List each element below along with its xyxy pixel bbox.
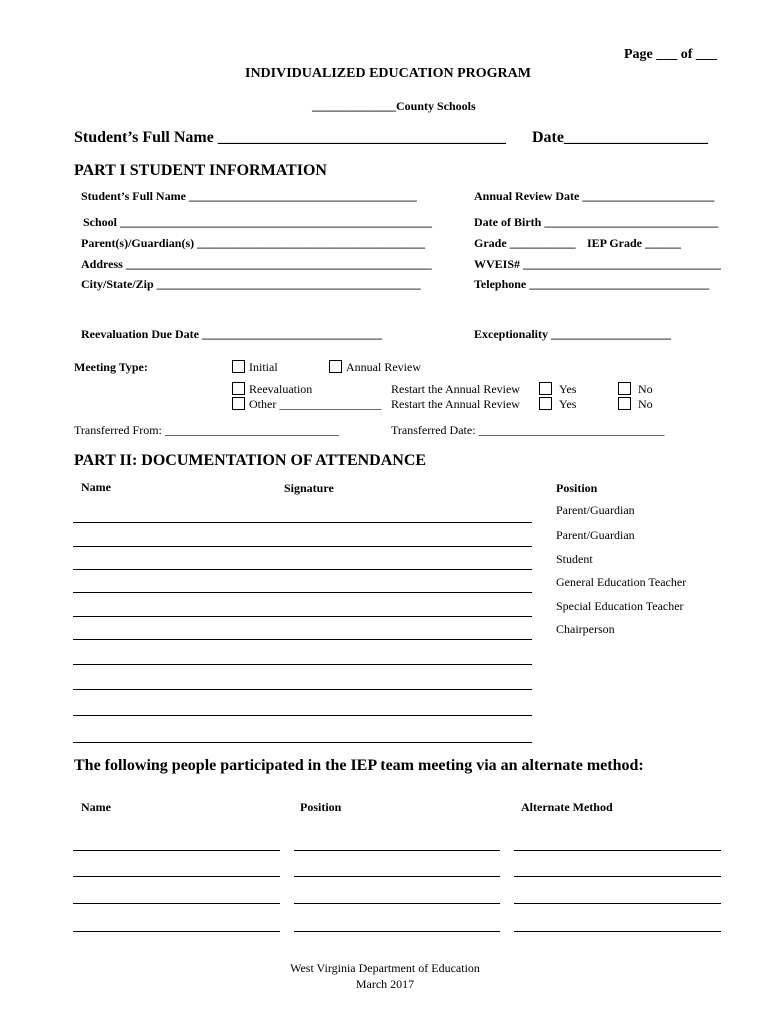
annual-review-label: Annual Review bbox=[346, 360, 421, 374]
alt-name-line-3[interactable] bbox=[73, 903, 280, 904]
footer-organization: West Virginia Department of Education bbox=[290, 961, 480, 975]
date-of-birth-field[interactable]: Date of Birth _____________________________ bbox=[474, 215, 719, 229]
restart-annual-review-label-2: Restart the Annual Review bbox=[391, 397, 520, 411]
attendance-line-7[interactable] bbox=[73, 664, 532, 665]
student-full-name-header[interactable]: Student’s Full Name ____________________________________ bbox=[74, 129, 506, 146]
address-field[interactable]: Address ___________________________________________________ bbox=[81, 257, 432, 271]
transferred-from-field[interactable]: Transferred From: _____________________________ bbox=[74, 423, 339, 437]
alt-position-line-2[interactable] bbox=[294, 876, 500, 877]
no-label-2: No bbox=[638, 397, 653, 411]
telephone-field[interactable]: Telephone ______________________________ bbox=[474, 277, 710, 291]
reevaluation-label: Reevaluation bbox=[249, 382, 313, 396]
attendance-name-header: Name bbox=[81, 480, 111, 494]
other-checkbox[interactable] bbox=[232, 397, 245, 410]
alt-method-line-4[interactable] bbox=[514, 931, 721, 932]
attendance-line-9[interactable] bbox=[73, 715, 532, 716]
meeting-type-label: Meeting Type: bbox=[74, 360, 148, 374]
position-chairperson: Chairperson bbox=[556, 622, 615, 636]
position-student: Student bbox=[556, 552, 593, 566]
attendance-line-10[interactable] bbox=[73, 742, 532, 743]
attendance-signature-header: Signature bbox=[284, 481, 334, 495]
restart-yes-checkbox-1[interactable] bbox=[539, 382, 552, 395]
city-state-zip-field[interactable]: City/State/Zip ____________________________________________ bbox=[81, 277, 421, 291]
school-field[interactable]: School ____________________________________________________ bbox=[83, 215, 433, 229]
restart-no-checkbox-2[interactable] bbox=[618, 397, 631, 410]
alt-method-line-2[interactable] bbox=[514, 876, 721, 877]
alt-name-line-1[interactable] bbox=[73, 850, 280, 851]
restart-no-checkbox-1[interactable] bbox=[618, 382, 631, 395]
alt-position-line-3[interactable] bbox=[294, 903, 500, 904]
initial-label: Initial bbox=[249, 360, 278, 374]
no-label-1: No bbox=[638, 382, 653, 396]
other-label[interactable]: Other _________________ bbox=[249, 397, 382, 411]
alternate-name-header: Name bbox=[81, 800, 111, 814]
initial-checkbox[interactable] bbox=[232, 360, 245, 373]
iep-grade-field[interactable]: IEP Grade ______ bbox=[587, 236, 682, 250]
alt-position-line-4[interactable] bbox=[294, 931, 500, 932]
annual-review-date-field[interactable]: Annual Review Date ______________________ bbox=[474, 189, 715, 203]
form-title: INDIVIDUALIZED EDUCATION PROGRAM bbox=[245, 66, 531, 81]
grade-field[interactable]: Grade ___________ bbox=[474, 236, 576, 250]
student-name-field[interactable]: Student’s Full Name ______________________________________ bbox=[81, 189, 417, 203]
transferred-date-field[interactable]: Transferred Date: _______________________________ bbox=[391, 423, 665, 437]
attendance-position-header: Position bbox=[556, 481, 598, 495]
alternate-method-heading: The following people participated in the IEP team meeting via an alternate method: bbox=[74, 757, 644, 774]
alternate-position-header: Position bbox=[300, 800, 342, 814]
wveis-field[interactable]: WVEIS# _________________________________ bbox=[474, 257, 722, 271]
attendance-line-8[interactable] bbox=[73, 689, 532, 690]
page-number-label: Page ___ of ___ bbox=[624, 47, 717, 62]
part2-heading: PART II: DOCUMENTATION OF ATTENDANCE bbox=[74, 452, 427, 469]
reevaluation-due-date-field[interactable]: Reevaluation Due Date ______________________________ bbox=[81, 327, 382, 341]
attendance-line-3[interactable] bbox=[73, 569, 532, 570]
attendance-line-1[interactable] bbox=[73, 522, 532, 523]
alt-name-line-4[interactable] bbox=[73, 931, 280, 932]
position-special-ed-teacher: Special Education Teacher bbox=[556, 599, 684, 613]
position-general-ed-teacher: General Education Teacher bbox=[556, 575, 687, 589]
position-parent-guardian-2: Parent/Guardian bbox=[556, 528, 635, 542]
yes-label-1: Yes bbox=[559, 382, 577, 396]
part1-heading: PART I STUDENT INFORMATION bbox=[74, 162, 327, 179]
attendance-line-2[interactable] bbox=[73, 546, 532, 547]
alternate-method-header: Alternate Method bbox=[521, 800, 613, 814]
restart-annual-review-label-1: Restart the Annual Review bbox=[391, 382, 520, 396]
exceptionality-field[interactable]: Exceptionality ____________________ bbox=[474, 327, 671, 341]
yes-label-2: Yes bbox=[559, 397, 577, 411]
reevaluation-checkbox[interactable] bbox=[232, 382, 245, 395]
alt-method-line-1[interactable] bbox=[514, 850, 721, 851]
parents-guardians-field[interactable]: Parent(s)/Guardian(s) ______________________________________ bbox=[81, 236, 426, 250]
attendance-line-5[interactable] bbox=[73, 616, 532, 617]
alt-name-line-2[interactable] bbox=[73, 876, 280, 877]
footer-date: March 2017 bbox=[355, 977, 415, 991]
position-parent-guardian-1: Parent/Guardian bbox=[556, 503, 635, 517]
alt-method-line-3[interactable] bbox=[514, 903, 721, 904]
alt-position-line-1[interactable] bbox=[294, 850, 500, 851]
county-schools-line[interactable]: ______________County Schools bbox=[312, 99, 476, 113]
attendance-line-6[interactable] bbox=[73, 639, 532, 640]
attendance-line-4[interactable] bbox=[73, 592, 532, 593]
date-header[interactable]: Date__________________ bbox=[532, 129, 708, 146]
annual-review-checkbox[interactable] bbox=[329, 360, 342, 373]
restart-yes-checkbox-2[interactable] bbox=[539, 397, 552, 410]
